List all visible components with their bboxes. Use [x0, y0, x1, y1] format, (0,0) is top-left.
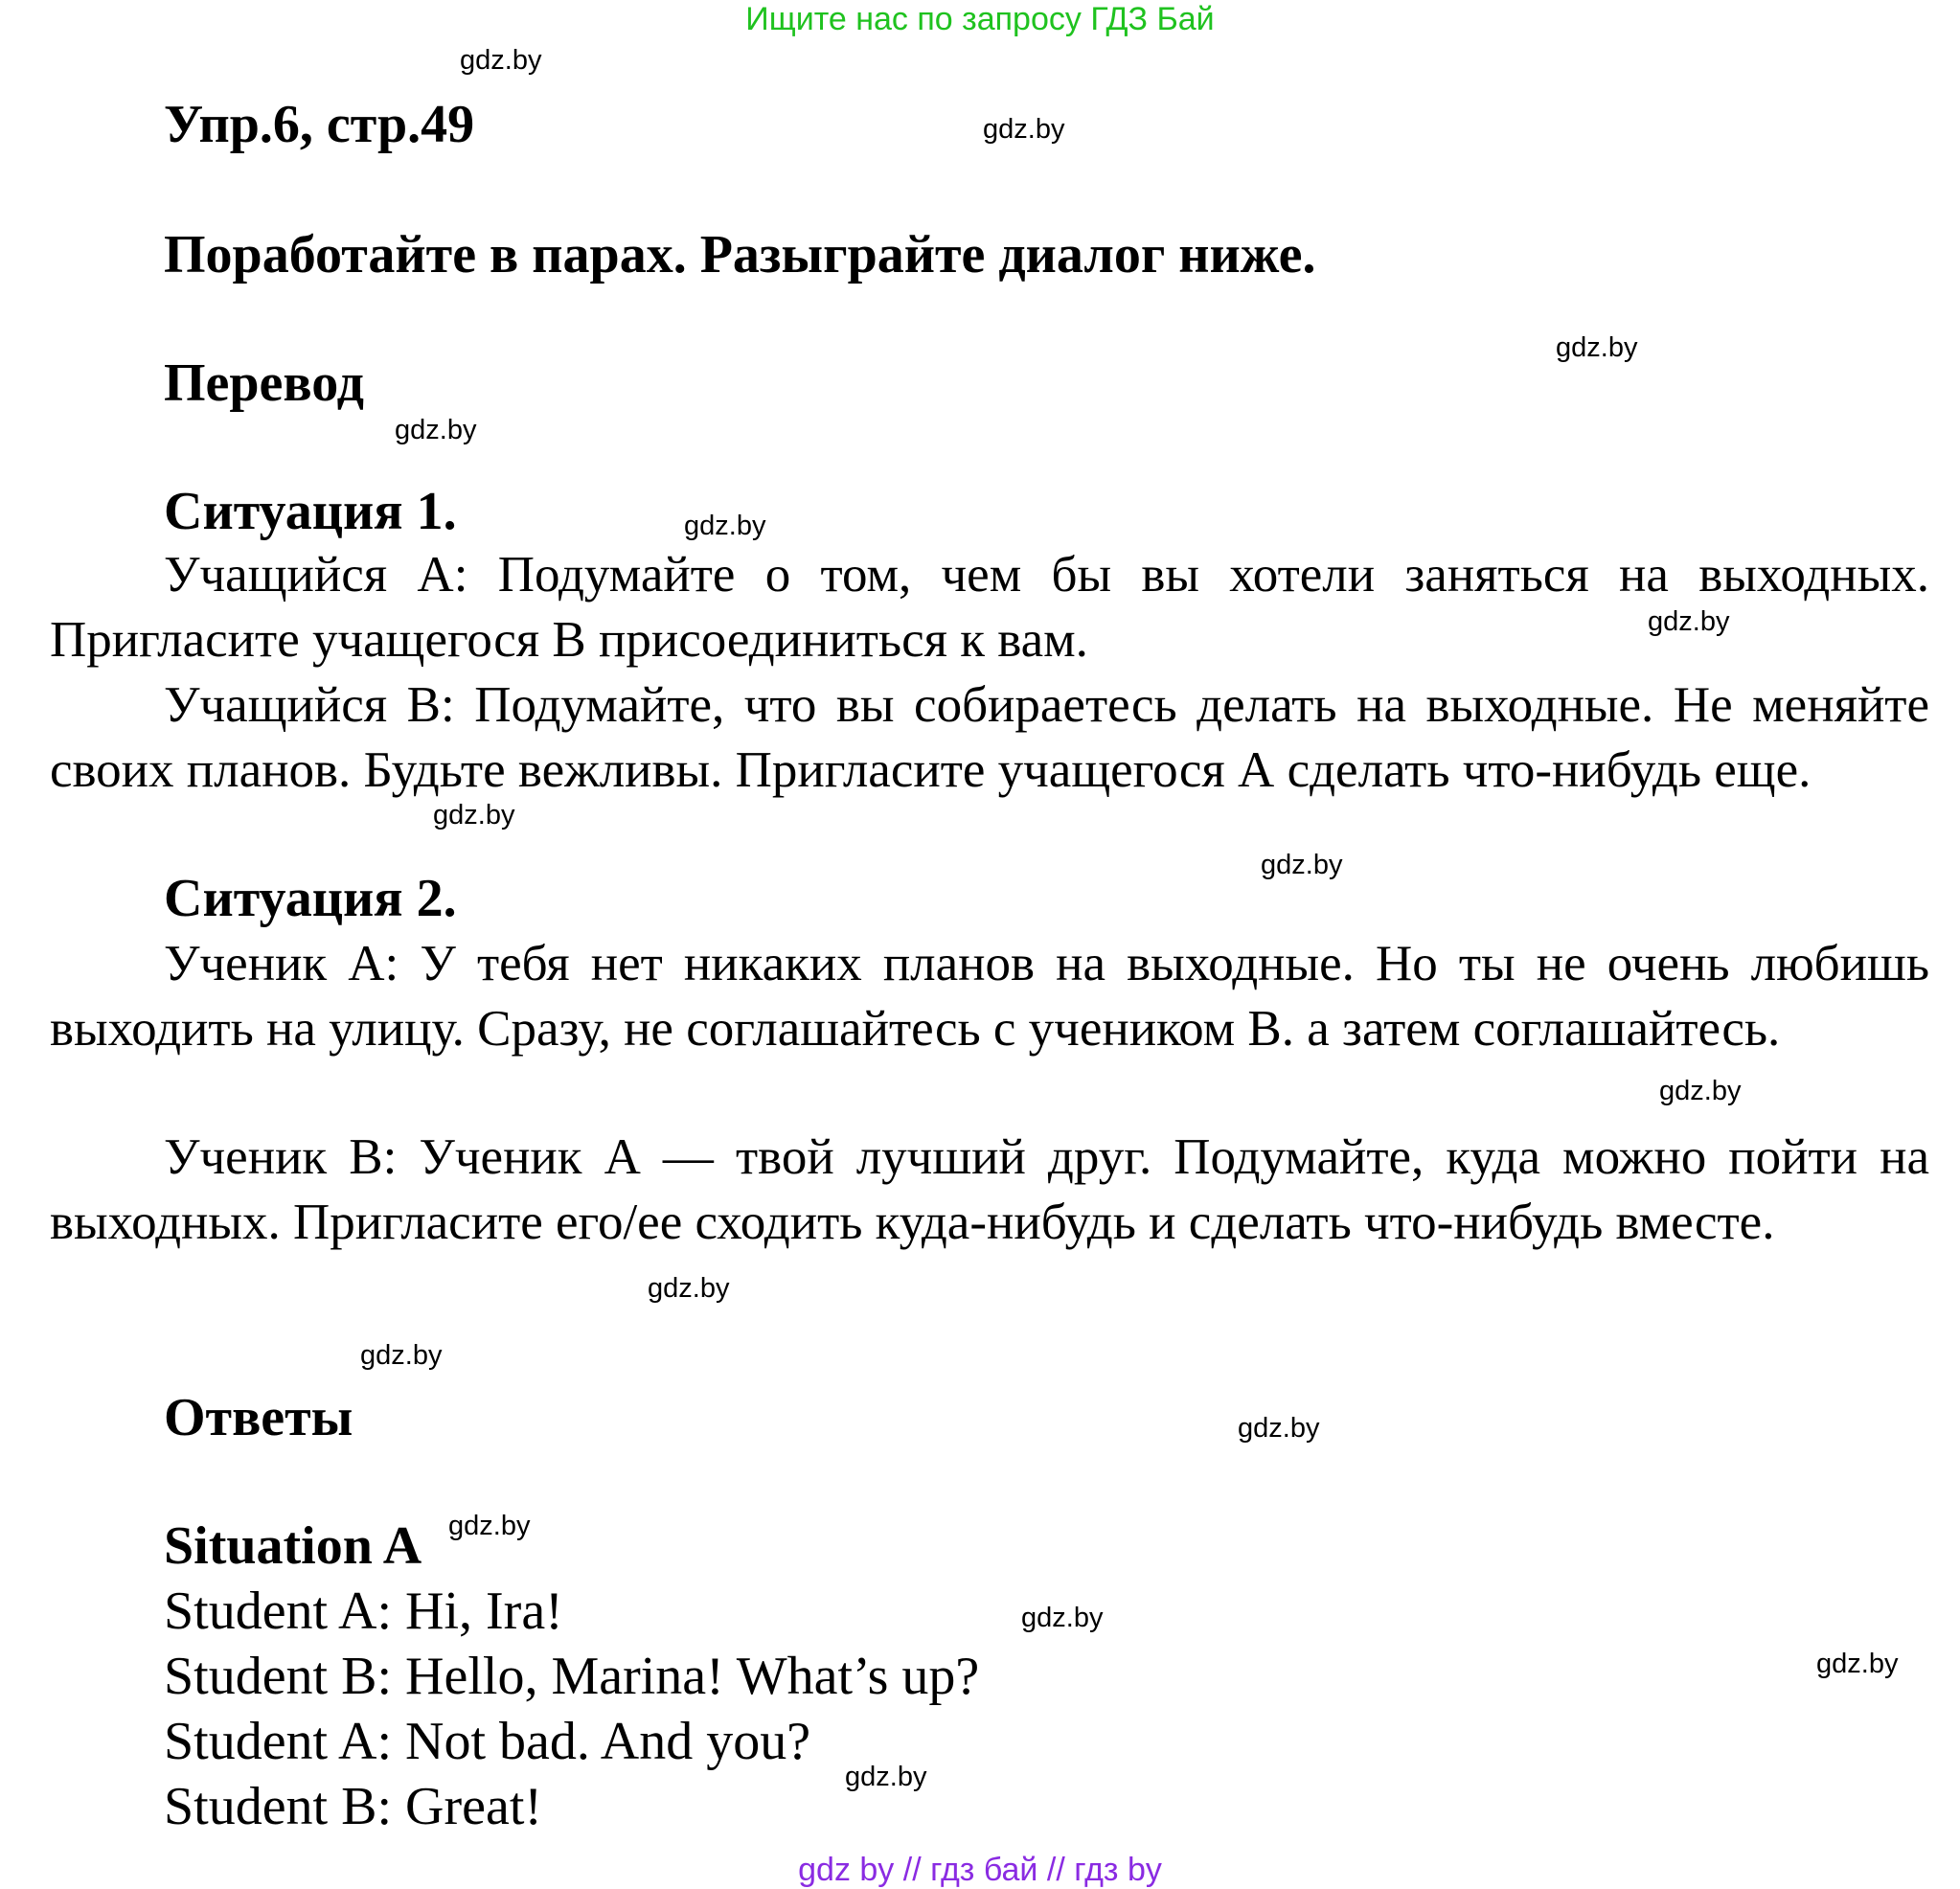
situation-1-student-b: Учащийся В: Подумайте, что вы собираетесь делать на выходные. Не меняйте своих планов. Будьте вежливы. Пригласите учащегося А сделать что-нибудь еще. — [50, 677, 1929, 798]
watermark: gdz.by — [1238, 1413, 1320, 1444]
watermark: gdz.by — [1556, 332, 1638, 363]
watermark: gdz.by — [448, 1511, 531, 1541]
situation-1-student-a: Учащийся А: Подумайте о том, чем бы вы хотели заняться на выходных. Пригласите учащегося В присоединиться к вам. — [50, 547, 1929, 668]
search-banner: Ищите нас по запросу ГДЗ Бай — [745, 1, 1215, 37]
watermark: gdz.by — [1021, 1603, 1104, 1633]
watermark: gdz.by — [684, 511, 766, 541]
watermark: gdz.by — [983, 114, 1065, 145]
situation-2-student-b: Ученик В: Ученик А — твой лучший друг. Подумайте, куда можно пойти на выходных. Пригласите его/ее сходить куда-нибудь и сделать что-нибудь вместе. — [50, 1129, 1929, 1250]
watermark: gdz.by — [433, 800, 515, 831]
watermark: gdz.by — [360, 1340, 443, 1371]
watermark: gdz.by — [1659, 1076, 1742, 1106]
watermark: gdz.by — [460, 45, 542, 76]
exercise-title: Упр.6, стр.49 — [164, 95, 475, 154]
watermark: gdz.by — [395, 415, 477, 445]
watermark: gdz.by — [1648, 606, 1730, 637]
situation-a-heading: Situation A — [164, 1516, 422, 1576]
situation-1-heading: Ситуация 1. — [164, 482, 457, 541]
answers-heading: Ответы — [164, 1388, 353, 1447]
watermark: gdz.by — [648, 1273, 730, 1304]
translation-heading: Перевод — [164, 353, 364, 413]
watermark: gdz.by — [845, 1762, 927, 1792]
dialog-line: Student B: Great! — [164, 1777, 543, 1836]
task-instruction: Поработайте в парах. Разыграйте диалог ниже. — [164, 225, 1316, 284]
situation-2-student-a: Ученик А: У тебя нет никаких планов на выходные. Но ты не очень любишь выходить на улицу. Сразу, не соглашайтесь с учеником В. а затем соглашайтесь. — [50, 936, 1929, 1057]
footer-links: gdz by // гдз бай // гдз by — [798, 1852, 1162, 1888]
dialog-line: Student A: Not bad. And you? — [164, 1712, 811, 1771]
watermark: gdz.by — [1816, 1649, 1899, 1679]
dialog-line: Student B: Hello, Marina! What’s up? — [164, 1647, 980, 1706]
watermark: gdz.by — [1261, 850, 1343, 880]
dialog-line: Student A: Hi, Ira! — [164, 1582, 563, 1641]
situation-2-heading: Ситуация 2. — [164, 869, 457, 928]
